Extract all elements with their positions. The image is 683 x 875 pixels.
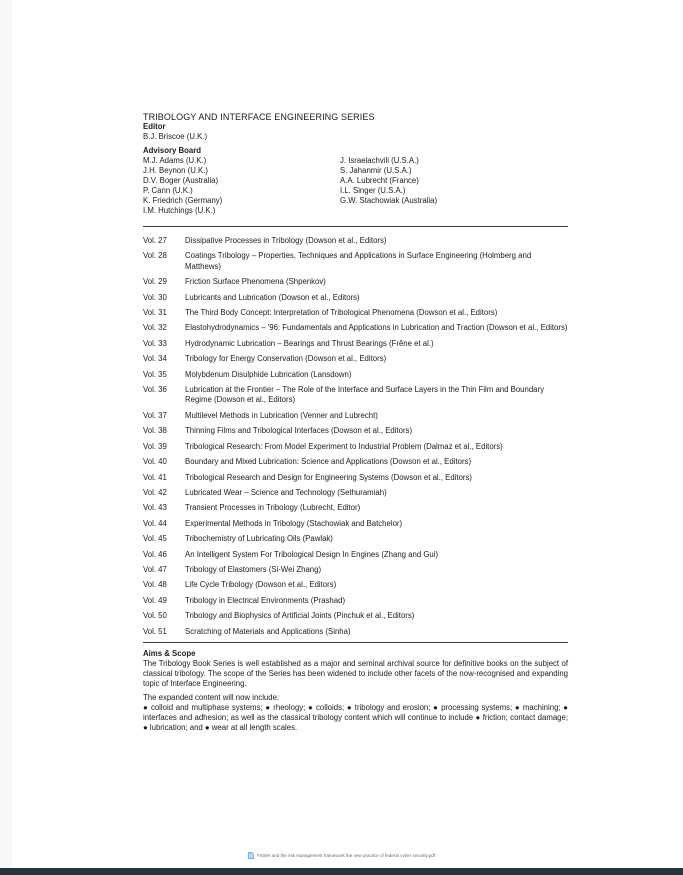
volume-title: Coatings Tribology – Properties, Techniques and Applications in Surface Engineering (Holmberg and Matthews) (185, 251, 532, 271)
volume-row (143, 473, 568, 483)
volume-title: Lubrication at the Frontier – The Role of the Interface and Surface Layers in the Thin Film and Boundary Regime (Dowson et al., Editors) (185, 385, 545, 405)
volume-label: Vol. 37 (143, 410, 167, 420)
volume-title: Lubricated Wear – Science and Technology (Sethuramiah) (185, 487, 387, 497)
advisory-member: P. Cann (U.K.) (143, 186, 193, 195)
taskbar (0, 868, 683, 875)
advisory-member: A.A. Lubrecht (France) (340, 176, 419, 185)
volume-row (143, 442, 568, 452)
volume-label: Vol. 42 (143, 487, 167, 497)
advisory-heading: Advisory Board (143, 146, 202, 155)
volume-title: Thinning Films and Tribological Interfaces (Dowson et al., Editors) (185, 426, 413, 436)
volume-row (143, 293, 568, 303)
volume-title: Friction Surface Phenomena (Shpenkov) (185, 277, 326, 287)
divider (143, 226, 568, 227)
volume-label: Vol. 48 (143, 580, 167, 590)
volume-label: Vol. 31 (143, 308, 167, 318)
volume-row (143, 503, 568, 513)
volume-title: Tribology for Energy Conservation (Dowson et al., Editors) (185, 354, 387, 364)
aims-paragraph: The Tribology Book Series is well established as a major and seminal archival source for definitive books on the subject of classical tribology. The scope of the Series has been widened to include other facets of the now-recognised and expanding topic of Interface Engineering. (143, 658, 568, 688)
volume-label: Vol. 47 (143, 564, 167, 574)
volume-row (143, 308, 568, 318)
advisory-row (143, 186, 568, 196)
advisory-member: S. Jahanmir (U.S.A.) (340, 166, 412, 175)
volume-title: Molybdenum Disulphide Lubrication (Lansdown) (185, 369, 352, 379)
volume-label: Vol. 35 (143, 369, 167, 379)
volume-label: Vol. 49 (143, 595, 167, 605)
volume-label: Vol. 46 (143, 549, 167, 559)
volume-label: Vol. 30 (143, 292, 167, 302)
aims-scope-heading: Aims & Scope (143, 648, 196, 658)
volume-row (143, 339, 568, 349)
volume-title: Dissipative Processes in Tribology (Dowson et al., Editors) (185, 236, 387, 245)
volume-label: Vol. 33 (143, 338, 167, 348)
advisory-row (143, 176, 568, 186)
advisory-row (143, 206, 568, 216)
volume-title: Tribological Research: From Model Experiment to Industrial Problem (Dalmaz et al., Editors) (185, 441, 503, 451)
volume-label: Vol. 50 (143, 611, 167, 621)
volume-label: Vol. 32 (143, 323, 167, 333)
volume-title: The Third Body Concept: Interpretation of Tribological Phenomena (Dowson et al., Editors) (185, 308, 498, 318)
volume-label: Vol. 28 (143, 251, 167, 261)
volume-title: Elastohydrodynamics – '96: Fundamentals and Applications in Lubrication and Traction (Dowson et al., Editors) (185, 323, 568, 333)
footer-file-link[interactable] (0, 852, 683, 859)
advisory-member: I.L. Singer (U.S.A.) (340, 186, 406, 195)
series-title: TRIBOLOGY AND INTERFACE ENGINEERING SERIES (143, 112, 375, 122)
editor-name: B.J. Briscoe (U.K.) (143, 131, 208, 141)
volume-label: Vol. 45 (143, 534, 167, 544)
volume-row (143, 611, 568, 621)
volume-label: Vol. 41 (143, 472, 167, 482)
volume-label: Vol. 39 (143, 441, 167, 451)
advisory-member: I.M. Hutchings (U.K.) (143, 206, 216, 215)
volume-title: Tribology and Biophysics of Artificial Joints (Pinchuk et al., Editors) (185, 611, 415, 621)
volume-row (143, 457, 568, 467)
volume-row (143, 385, 568, 406)
volume-row (143, 277, 568, 287)
volume-title: Tribology of Elastomers (Si-Wei Zhang) (185, 564, 322, 574)
volume-title: Scratching of Materials and Applications (Sinha) (185, 626, 351, 636)
advisory-member: G.W. Stachowiak (Australia) (340, 196, 438, 205)
volume-title: Lubricants and Lubrication (Dowson et al., Editors) (185, 292, 360, 302)
volume-title: Multilevel Methods in Lubrication (Venner and Lubrecht) (185, 410, 378, 420)
advisory-member: K. Friedrich (Germany) (143, 196, 223, 205)
volume-row (143, 411, 568, 421)
volume-row (143, 519, 568, 529)
volume-label: Vol. 51 (143, 626, 167, 636)
volume-row (143, 323, 568, 333)
document-page (143, 112, 568, 733)
volume-label: Vol. 34 (143, 354, 167, 364)
volume-title: Experimental Methods in Tribology (Stachowiak and Batchelor) (185, 518, 403, 528)
volume-row (143, 426, 568, 436)
advisory-row (143, 166, 568, 176)
volume-title: Transient Processes in Tribology (Lubrecht, Editor) (185, 503, 361, 513)
volume-list (143, 236, 568, 637)
volume-label: Vol. 38 (143, 426, 167, 436)
footer-filename: FISMA and the risk management framework the new practice of federal cyber security.pdf (257, 852, 435, 858)
advisory-member: D.V. Boger (Australia) (143, 176, 219, 185)
volume-row (143, 580, 568, 590)
volume-title: Life Cycle Tribology (Dowson et al., Editors) (185, 580, 337, 590)
volume-row (143, 627, 568, 637)
volume-title: Tribological Research and Design for Engineering Systems (Dowson et al., Editors) (185, 472, 473, 482)
advisory-row (143, 196, 568, 206)
volume-row (143, 354, 568, 364)
volume-label: Vol. 36 (143, 385, 167, 395)
volume-row (143, 534, 568, 544)
volume-row (143, 596, 568, 606)
volume-title: Tribology in Electrical Environments (Prashad) (185, 595, 346, 605)
advisory-member: M.J. Adams (U.K.) (143, 156, 207, 165)
volume-label: Vol. 27 (143, 236, 167, 245)
volume-label: Vol. 43 (143, 503, 167, 513)
volume-row (143, 251, 568, 272)
advisory-board-list (143, 156, 568, 216)
volume-title: Boundary and Mixed Lubrication: Science and Applications (Dowson et al., Editors) (185, 457, 472, 467)
page-margin-strip (0, 0, 12, 875)
volume-title: Tribochemistry of Lubricating Oils (Pawlak) (185, 534, 333, 544)
volume-title: Hydrodynamic Lubrication – Bearings and Thrust Bearings (Frêne et al.) (185, 338, 434, 348)
editor-heading: Editor (143, 122, 166, 131)
expanded-content-intro: The expanded content will now include: (143, 692, 280, 702)
volume-label: Vol. 29 (143, 277, 167, 287)
volume-row (143, 565, 568, 575)
volume-label: Vol. 44 (143, 518, 167, 528)
volume-row (143, 488, 568, 498)
advisory-member: J. Israelachvili (U.S.A.) (340, 156, 419, 165)
volume-title: An Intelligent System For Tribological Design In Engines (Zhang and Gui) (185, 549, 439, 559)
advisory-member (340, 206, 568, 216)
divider (143, 642, 568, 643)
volume-row (143, 236, 568, 246)
volume-label: Vol. 40 (143, 457, 167, 467)
expanded-content-bullets: ● colloid and multiphase systems; ● rheology; ● colloids; ● tribology and erosion; ● processing systems; ● machining; ● interfaces and adhesion; as well as the classical tribology content which will continue to include ● friction; contact damage; ● lubrication; and ● wear at all length scales. (143, 702, 568, 732)
volume-row (143, 550, 568, 560)
advisory-row (143, 156, 568, 166)
volume-row (143, 370, 568, 380)
pdf-file-icon (248, 852, 254, 859)
advisory-member: J.H. Beynon (U.K.) (143, 166, 208, 175)
